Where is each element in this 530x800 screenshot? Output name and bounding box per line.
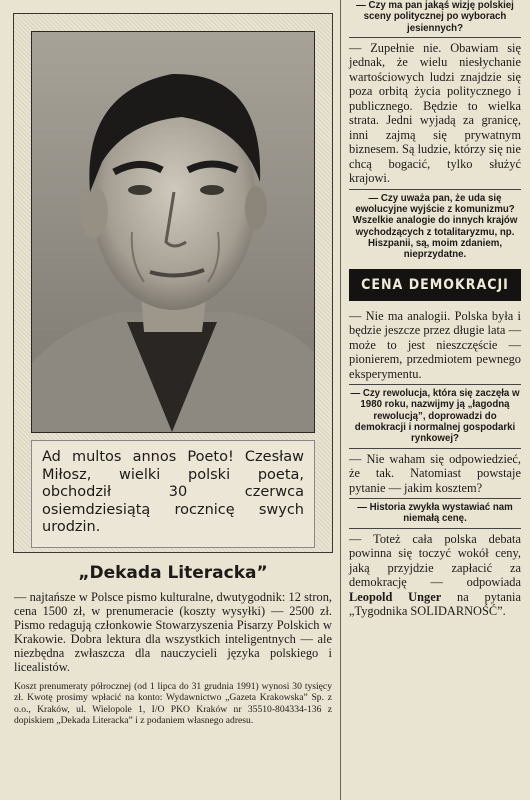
photo-frame: [13, 13, 333, 553]
interviewee-name: Leopold Unger: [349, 589, 442, 604]
divider: [349, 528, 521, 529]
answer-text-end: na pytania „Tygodnika SOLIDARNOŚĆ”.: [349, 589, 521, 619]
divider: [349, 498, 521, 499]
photo-caption-box: [31, 440, 315, 548]
interview-question: — Czy uważa pan, że uda się ewolucyjne wyjście z komunizmu? Wszelkie analogie do innych krajów wychodzących z totalitaryzmu, np. Hiszpanii, są, moim zdaniem, nieprzydatne.: [352, 192, 518, 261]
article-body: — najtańsze w Polsce pismo kulturalne, dwutygodnik: 12 stron, cena 1500 zł, w prenumeracie (koszty wysyłki) — 2500 zł. Pismo redagują członkowie Stowarzyszenia Pisarzy Polskich w Krakowie. Dobra lektura dla wszystkich inteligentnych — ale niezbędna zwłaszcza dla nauczycieli języka polskiego i licealistów.: [14, 590, 332, 675]
article-title: „Dekada Literacka”: [78, 563, 268, 583]
interview-answer: [349, 532, 521, 619]
interview-answer: — Nie ma analogii. Polska była i będzie jeszcze przez długie lata — może to jest nieszczęście — pionierem, przedmiotem pewnego eksperymentu.: [349, 308, 521, 381]
interview-question: — Historia zwykła wystawiać nam niemałą cenę.: [357, 502, 513, 525]
divider: [349, 37, 521, 38]
divider: [349, 189, 521, 190]
column-divider: [340, 0, 341, 800]
answer-text: — Toteż cała polska debata powinna się toczyć wokół ceny, jaką przyjdzie zapłacić za demokrację — odpowiada: [349, 531, 521, 590]
section-banner: CENA DEMOKRACJI: [349, 269, 521, 301]
portrait-photo: [31, 31, 315, 433]
photo-caption: Ad multos annos Poeto! Czesław Miłosz, wielki polski poeta, obchodził 30 czerwca osiemdziesiątą rocznicę swych urodzin.: [42, 449, 304, 535]
subscription-note: Koszt prenumeraty półrocznej (od 1 lipca do 31 grudnia 1991) wynosi 30 tysięcy zł. Kwotę prosimy wpłacić na konto: Wydawnictwo „Gazeta Krakowska” Sp. z o.o., Kraków, ul. Wielopole 1, I/O PKO Kraków nr 35510-804334-136 z dopiskiem „Dekada Literacka” i z podaniem własnego adresu.: [14, 680, 332, 727]
interview-question: — Czy rewolucja, która się zaczęła w 1980 roku, nazwijmy ją „łagodną rewolucją”, doprowadzi do demokracji i normalnej gospodarki rynkowej?: [350, 388, 520, 445]
portrait-image: [32, 32, 314, 432]
interview-question: — Czy ma pan jakąś wizję polskiej sceny politycznej po wyborach jesiennych?: [356, 0, 514, 34]
dekada-literacka-article: [14, 562, 332, 727]
interview-answer: — Nie waham się odpowiedzieć, że tak. Natomiast powstaje pytanie — jakim kosztem?: [349, 451, 521, 495]
interview-column: [349, 0, 521, 619]
divider: [349, 448, 521, 449]
interview-answer: — Zupełnie nie. Obawiam się jednak, że wielu niesłychanie wartościowych ludzi znajdzie się poza orbitą życia politycznego i publicznego. Będzie to wielka strata. Jedni wyjadą za granicę, inni zajmą się prywatnym biznesem. Są ludzie, którzy się nie chcą bogacić, tylko służyć krajowi.: [349, 40, 521, 186]
divider: [349, 384, 521, 385]
